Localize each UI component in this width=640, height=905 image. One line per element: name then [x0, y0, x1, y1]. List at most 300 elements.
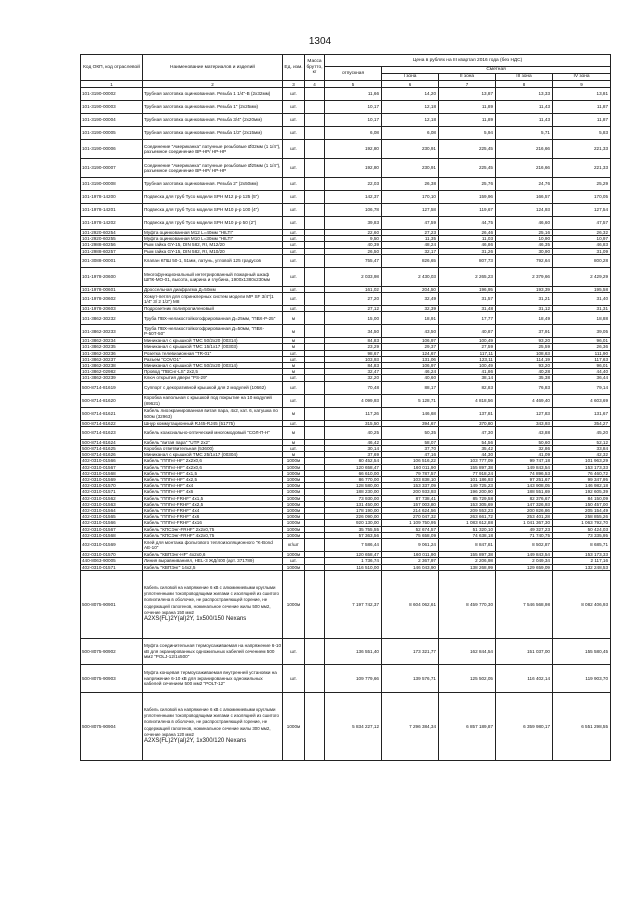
price-otpusk: 7 586,44: [325, 539, 382, 552]
price-zone-4: 11,87: [553, 101, 611, 114]
price-otpusk: 27,20: [325, 293, 382, 306]
item-unit: шт.: [283, 356, 305, 362]
price-zone-2: 209 553,23: [439, 508, 496, 514]
price-zone-4: 31,09: [553, 248, 611, 254]
table-row: [81, 381, 611, 394]
item-code: 500-8714-81626: [81, 452, 143, 458]
item-code: 440-8063-90005: [81, 558, 143, 564]
item-unit: м: [283, 344, 305, 350]
item-code: 101-3862-30234: [81, 338, 143, 344]
item-name: [143, 325, 283, 338]
price-zone-2: 125 502,05: [439, 664, 496, 692]
price-zone-4: 96,01: [553, 363, 611, 369]
item-name-text: Кабель "ППГнг-FRHF" 4х16: [144, 520, 202, 526]
price-zone-1: 27,23: [382, 230, 439, 236]
price-zone-3: 71 740,75: [496, 532, 553, 538]
item-code: 402-0310-01567: [81, 526, 143, 532]
header-name: Наименование материалов и изделий: [143, 55, 283, 81]
price-table-container: [80, 54, 610, 761]
price-otpusk: 22,03: [325, 178, 382, 191]
price-zone-4: 44,40: [553, 369, 611, 375]
price-zone-2: 85 729,58: [439, 495, 496, 501]
price-zone-4: 73 335,95: [553, 532, 611, 538]
item-name-text: Кабель "КПСЭнг-FRHF" 2х2х0,75: [144, 526, 215, 532]
item-code: 101-3862-30237: [81, 356, 143, 362]
item-name-text: Муфта концевая термоусаживаемая внутренней установки на напряжение 6-10 кВ для экранированных одножильных кабелей сечением 500 мм2 "POLT-12": [144, 670, 277, 686]
price-zone-1: 5 128,71: [382, 394, 439, 407]
price-otpusk: 57 363,56: [325, 532, 382, 538]
price-otpusk: 7 197 742,37: [325, 570, 382, 638]
item-mass: [305, 312, 325, 325]
price-otpusk: 161,02: [325, 286, 382, 292]
price-zone-3: 5,71: [496, 127, 553, 140]
price-otpusk: 226 090,00: [325, 514, 382, 520]
price-otpusk: 6,08: [325, 127, 382, 140]
price-zone-2: 225,45: [439, 140, 496, 159]
price-zone-3: 1 041 367,30: [496, 520, 553, 526]
price-zone-1: 157 003,80: [382, 501, 439, 507]
item-name: [143, 692, 283, 760]
item-name: [143, 394, 283, 407]
item-name-text: Кабель "КВПЭнг" 14х2,5: [144, 564, 196, 570]
item-name-text: Кабель "ППГнг-FRHF" 4х4: [144, 508, 200, 514]
price-otpusk: 84,83: [325, 363, 382, 369]
header-price-group: Цена в рублях на III квартал 2016 года (без НДС): [325, 55, 611, 67]
col-number-5: 5: [325, 81, 382, 88]
item-unit: шт.: [283, 267, 305, 286]
price-zone-3: 30,90: [496, 248, 553, 254]
price-zone-2: 11,89: [439, 114, 496, 127]
price-zone-3: 216,66: [496, 159, 553, 178]
price-otpusk: 35 755,55: [325, 526, 382, 532]
item-code: 101-1978-14200: [81, 191, 143, 204]
item-name-text: Подрозетник полипропиленовый: [144, 306, 214, 312]
price-zone-2: 138 268,99: [439, 564, 496, 570]
price-zone-1: 2 430,03: [382, 267, 439, 286]
item-code: 101-2920-60254: [81, 230, 143, 236]
item-code: 101-3190-00008: [81, 178, 143, 191]
item-brand-text: A2XS(FL)2Y(al)2Y, 1x500/150 Nexans: [144, 615, 247, 622]
price-otpusk: 192,80: [325, 140, 382, 159]
item-code: 402-0310-01566: [81, 520, 143, 526]
header-code: Код ОКП, код отраслевой: [81, 55, 143, 81]
price-zone-1: 47,16: [382, 452, 439, 458]
price-zone-2: 117,11: [439, 350, 496, 356]
item-name: [143, 101, 283, 114]
price-otpusk: 32,20: [325, 375, 382, 381]
price-zone-3: 35,38: [496, 375, 553, 381]
table-row: [81, 254, 611, 267]
item-name: [143, 140, 283, 159]
price-zone-1: 214 624,56: [382, 508, 439, 514]
item-mass: [305, 191, 325, 204]
table-row: [81, 638, 611, 664]
price-zone-1: 46,24: [382, 369, 439, 375]
price-otpusk: 142,37: [325, 191, 382, 204]
price-zone-1: 160 011,90: [382, 464, 439, 470]
item-unit: шт.: [283, 140, 305, 159]
item-name-text: Ключ открытия двери "PS-29": [144, 375, 208, 381]
item-name-text: Коробка ответвительная (53600): [144, 446, 214, 452]
price-zone-2: 103 777,09: [439, 458, 496, 464]
item-code: 500-8714-81620: [81, 394, 143, 407]
item-code: 402-0310-01564: [81, 508, 143, 514]
col-number-2: 2: [143, 81, 283, 88]
item-name: [143, 217, 283, 230]
price-zone-1: 48,24: [382, 242, 439, 248]
item-code: 402-0310-01571: [81, 489, 143, 495]
price-zone-2: 196,95: [439, 286, 496, 292]
price-zone-3: 193,39: [496, 286, 553, 292]
price-zone-2: 123,11: [439, 356, 496, 362]
item-unit: шт.: [283, 293, 305, 306]
price-otpusk: 106,78: [325, 204, 382, 217]
col-number-4: 4: [305, 81, 325, 88]
price-zone-3: 18,49: [496, 312, 553, 325]
item-code: 402-0310-01563: [81, 501, 143, 507]
item-code: 101-1978-14201: [81, 204, 143, 217]
price-zone-4: 1 063 792,70: [553, 520, 611, 526]
price-zone-3: 31,21: [496, 293, 553, 306]
item-unit: м: [283, 325, 305, 338]
item-mass: [305, 426, 325, 439]
price-zone-4: 150 457,00: [553, 501, 611, 507]
item-name-text: Трубная заготовка оцинкованная. Резьба 3/4" (2х20мм): [144, 117, 262, 123]
item-mass: [305, 127, 325, 140]
price-otpusk: 315,50: [325, 420, 382, 426]
price-zone-1: 43,50: [382, 325, 439, 338]
price-otpusk: 66 610,00: [325, 470, 382, 476]
item-name: [143, 638, 283, 664]
price-zone-2: 46,86: [439, 242, 496, 248]
item-unit: 1000м: [283, 526, 305, 532]
price-zone-4: 117,63: [553, 356, 611, 362]
table-row: [81, 178, 611, 191]
price-zone-2: 11,03: [439, 236, 496, 242]
item-unit: 1000м: [283, 495, 305, 501]
price-zone-4: 10,97: [553, 236, 611, 242]
price-otpusk: 40,39: [325, 242, 382, 248]
price-zone-3: 93,20: [496, 363, 553, 369]
price-zone-1: 170,10: [382, 191, 439, 204]
item-name-text: Кабель "ППГнг-НF" 4х4: [144, 483, 194, 489]
price-zone-2: 2 265,23: [439, 267, 496, 286]
item-name-text: Шнур коммутационный RJ45-RJ45 (51775): [144, 420, 235, 426]
item-name-text: Клапан КПШ 50-1, 51мм, латунь, угловой 125 градусов: [144, 258, 261, 264]
item-code: 101-3862-30239: [81, 375, 143, 381]
item-mass: [305, 178, 325, 191]
price-zone-1: 18,91: [382, 312, 439, 325]
price-zone-1: 106,97: [382, 363, 439, 369]
price-zone-1: 160 011,90: [382, 552, 439, 558]
item-name-text: Миниканал с крышкой ТМС 50/2х20 (00314): [144, 363, 238, 369]
item-code: 402-0310-01570: [81, 552, 143, 558]
item-code: 402-0310-01569: [81, 539, 143, 552]
price-otpusk: 920 130,00: [325, 520, 382, 526]
item-code: 101-3862-30238: [81, 363, 143, 369]
item-name-text: Трубная заготовка оцинкованная. Резьба 1 1/4"-В (2х32мм): [144, 91, 271, 97]
item-name-text: Кабель "ППГнг-НF" 4х1,5: [144, 470, 198, 476]
item-name-text: Муфта оцинкованная М12 L=40мм "HILTI": [144, 230, 234, 235]
price-zone-4: 111,90: [553, 350, 611, 356]
item-name-text: Труба ПВХ-нелакостойкогофрированная Д=50мм, "ПВХ-Р-50Т-50": [144, 326, 265, 337]
table-row: [81, 325, 611, 338]
price-zone-2: 155 897,38: [439, 464, 496, 470]
price-zone-3: 2 379,66: [496, 267, 553, 286]
price-otpusk: 86 770,00: [325, 477, 382, 483]
item-name-text: Трубная заготовка оцинкованная. Резьба 1" (2х25мм): [144, 104, 259, 110]
price-otpusk: 103,93: [325, 356, 382, 362]
header-unit: Ед. изм.: [283, 55, 305, 81]
price-zone-2: 35,42: [439, 446, 496, 452]
price-zone-1: 8 604 062,61: [382, 570, 439, 638]
item-name-text: Хомут-петля для спринклерных систем модели МР SF 3/4"(1 1/4" 3/ 2 1/2") М8: [144, 293, 274, 305]
item-name: [143, 127, 283, 140]
price-zone-4: 50 424,03: [553, 526, 611, 532]
price-zone-2: 74 638,18: [439, 532, 496, 538]
price-zone-1: 79 787,57: [382, 470, 439, 476]
price-zone-4: 11,87: [553, 114, 611, 127]
item-code: 402-0310-01569: [81, 477, 143, 483]
item-code: 101-1978-20602: [81, 293, 143, 306]
item-name-text: Линия выравниваниял, HEL-3 ЖД/400 (арт. 371789): [144, 558, 255, 564]
item-unit: 1000м: [283, 552, 305, 558]
item-unit: 1000м: [283, 514, 305, 520]
price-zone-3: 82 376,67: [496, 495, 553, 501]
header-zone-2: II зона: [439, 74, 496, 81]
item-name: [143, 381, 283, 394]
price-zone-2: 8 847,81: [439, 539, 496, 552]
price-otpusk: 22,60: [325, 230, 382, 236]
item-unit: шт.: [283, 204, 305, 217]
item-unit: 1000м: [283, 501, 305, 507]
price-zone-2: 47,30: [439, 426, 496, 439]
item-name-text: Миниканал с крышкой ТМС 50/2х20 (00314): [144, 338, 238, 344]
item-unit: м: [283, 426, 305, 439]
price-zone-1: 14,20: [382, 88, 439, 101]
item-name-text: Кабель "витая пара" "UTP 2х2": [144, 439, 210, 445]
item-unit: шт.: [283, 394, 305, 407]
table-row: [81, 267, 611, 286]
item-name: [143, 407, 283, 420]
item-mass: [305, 140, 325, 159]
price-zone-1: 11,35: [382, 236, 439, 242]
price-otpusk: 73 930,00: [325, 495, 382, 501]
item-code: 500-8714-81621: [81, 407, 143, 420]
price-otpusk: 32,47: [325, 369, 382, 375]
price-zone-4: 47,57: [553, 217, 611, 230]
price-otpusk: 27,12: [325, 306, 382, 312]
item-code: 101-3862-02982: [81, 369, 143, 375]
item-unit: 1000м: [283, 508, 305, 514]
item-code: 402-0310-01571: [81, 564, 143, 570]
item-name: [143, 159, 283, 178]
price-zone-3: 41,09: [496, 452, 553, 458]
item-mass: [305, 204, 325, 217]
price-zone-4: 800,28: [553, 254, 611, 267]
item-brand-text: A2XS(FL)2Y(al)2Y, 1x300/120 Nexans: [144, 737, 247, 744]
price-zone-1: 12,18: [382, 114, 439, 127]
price-zone-1: 50,35: [382, 426, 439, 439]
item-mass: [305, 267, 325, 286]
item-mass: [305, 114, 325, 127]
price-zone-3: 127,83: [496, 407, 553, 420]
item-name-text: Кабель силовой на напряжение 6 кВ с алюминиевыми круглыми уплотненными токопроводящими жилами с изоляцией из сшитого полиэтилена в оболочке, не распространяющей горение, не содержащей галогенов, номинальное сечение жилы 300 мм2, сечение экрана 120 мм2: [144, 706, 279, 737]
price-zone-3: 6 359 980,17: [496, 692, 553, 760]
price-otpusk: 131 450,00: [325, 501, 382, 507]
price-zone-2: 5,94: [439, 127, 496, 140]
item-unit: шт.: [283, 446, 305, 452]
item-code: 402-0310-01567: [81, 464, 143, 470]
item-mass: [305, 217, 325, 230]
item-name-text: Кабель "ППГнг-FRHF" 4х6: [144, 514, 200, 520]
price-zone-1: 131,06: [382, 356, 439, 362]
price-otpusk: 2 033,98: [325, 267, 382, 286]
price-zone-3: 31,12: [496, 306, 553, 312]
price-otpusk: 10,17: [325, 101, 382, 114]
price-zone-4: 2 429,29: [553, 267, 611, 286]
price-zone-4: 26,32: [553, 230, 611, 236]
item-unit: шт.: [283, 375, 305, 381]
price-zone-4: 153 173,33: [553, 552, 611, 558]
item-unit: 1000м: [283, 464, 305, 470]
header-smetnaya: Сметная: [382, 67, 611, 74]
item-name-text: Рым гайка GY-15, DIN 582, RI, M10/20: [144, 248, 225, 254]
price-otpusk: 40,25: [325, 426, 382, 439]
item-code: 500-8075-90902: [81, 638, 143, 664]
price-zone-1: 75 658,09: [382, 532, 439, 538]
item-unit: шт.: [283, 236, 305, 242]
price-zone-4: 132 248,53: [553, 564, 611, 570]
item-unit: шт.: [283, 191, 305, 204]
price-zone-1: 32,49: [382, 293, 439, 306]
price-zone-3: 151 037,00: [496, 638, 553, 664]
price-zone-3: 97 251,67: [496, 477, 553, 483]
table-row: [81, 114, 611, 127]
price-zone-2: 137,81: [439, 407, 496, 420]
item-code: 402-0310-01562: [81, 495, 143, 501]
table-row: [81, 101, 611, 114]
price-otpusk: 34,50: [325, 325, 382, 338]
price-otpusk: 178 190,00: [325, 508, 382, 514]
price-otpusk: 120 658,47: [325, 464, 382, 470]
price-zone-1: 139 576,71: [382, 664, 439, 692]
price-otpusk: 5 834 227,12: [325, 692, 382, 760]
table-row: [81, 127, 611, 140]
price-zone-3: 149 843,54: [496, 552, 553, 558]
item-name-text: Разъем "COVO1": [144, 356, 181, 362]
price-zone-2: 26,46: [439, 230, 496, 236]
price-zone-2: 149 725,23: [439, 483, 496, 489]
price-zone-1: 12,18: [382, 101, 439, 114]
item-unit: шт.: [283, 217, 305, 230]
price-zone-2: 38,14: [439, 375, 496, 381]
item-code: 402-0310-01568: [81, 470, 143, 476]
item-name: [143, 293, 283, 306]
price-zone-4: 31,40: [553, 293, 611, 306]
item-code: 101-3190-00005: [81, 127, 143, 140]
header-zone-4: IV зона: [553, 74, 611, 81]
item-code: 101-1978-14202: [81, 217, 143, 230]
price-zone-1: 37,70: [382, 446, 439, 452]
price-zone-1: 124,67: [382, 350, 439, 356]
price-zone-1: 2 367,97: [382, 558, 439, 564]
price-zone-1: 40,60: [382, 375, 439, 381]
header-otpusk: отпускная: [325, 67, 382, 81]
price-zone-4: 46,83: [553, 242, 611, 248]
price-zone-2: 155 897,38: [439, 552, 496, 558]
item-code: 101-3190-00006: [81, 140, 143, 159]
price-zone-3: 32,86: [496, 446, 553, 452]
price-zone-2: 807,73: [439, 254, 496, 267]
price-zone-3: 13,33: [496, 88, 553, 101]
price-zone-3: 37,91: [496, 325, 553, 338]
item-code: 101-3862-30236: [81, 350, 143, 356]
price-zone-4: 18,88: [553, 312, 611, 325]
price-zone-3: 49 327,23: [496, 526, 553, 532]
item-code: 402-0310-01565: [81, 514, 143, 520]
item-name: [143, 191, 283, 204]
header-mass: Масса брутто, кг: [305, 55, 325, 81]
price-zone-1: 58,07: [382, 439, 439, 445]
item-code: 101-3862-30235: [81, 344, 143, 350]
table-row: [81, 204, 611, 217]
price-otpusk: 116 510,00: [325, 564, 382, 570]
price-zone-2: 11,89: [439, 101, 496, 114]
item-name-text: Кабель "ППГнг-FRHF" 4х1,5: [144, 495, 204, 501]
table-body: [81, 88, 611, 761]
price-table: [80, 54, 611, 761]
col-number-8: 8: [496, 81, 553, 88]
item-code: 402-0310-01570: [81, 483, 143, 489]
price-zone-1: 47,59: [382, 217, 439, 230]
item-mass: [305, 325, 325, 338]
item-code: 500-8714-81619: [81, 381, 143, 394]
price-otpusk: 4 099,93: [325, 394, 382, 407]
item-code: 101-2920-60255: [81, 236, 143, 242]
item-name: [143, 254, 283, 267]
price-zone-1: 270 047,32: [382, 514, 439, 520]
price-zone-3: 43,88: [496, 426, 553, 439]
price-zone-3: 343,93: [496, 420, 553, 426]
price-zone-1: 6,08: [382, 127, 439, 140]
price-zone-1: 9 061,24: [382, 539, 439, 552]
item-unit: шт.: [283, 88, 305, 101]
table-row: [81, 217, 611, 230]
price-zone-1: 127,58: [382, 204, 439, 217]
item-name: [143, 204, 283, 217]
item-name-text: Кабель силовой на напряжение 6 кВ с алюминиевыми круглыми уплотненными токопроводящими жилами с изоляцией из сшитого полиэтилена в оболочке, не распространяющей горение, не содержащей галогенов, номинальное сечение жилы 500 мм2, сечение экрана 150 мм2: [144, 584, 279, 615]
item-name: [143, 114, 283, 127]
table-row: [81, 191, 611, 204]
price-otpusk: 9,50: [325, 236, 382, 242]
price-zone-4: 42,32: [553, 452, 611, 458]
price-zone-1: 230,91: [382, 140, 439, 159]
price-zone-1: 173 321,77: [382, 638, 439, 664]
table-row: [81, 426, 611, 439]
item-name: [143, 664, 283, 692]
item-code: 402-0310-01566: [81, 458, 143, 464]
price-zone-4: 146 982,18: [553, 483, 611, 489]
price-zone-3: 46,35: [496, 242, 553, 248]
price-zone-3: 2 049,34: [496, 558, 553, 564]
item-code: 101-3190-00007: [81, 159, 143, 178]
item-unit: м: [283, 363, 305, 369]
price-otpusk: 109 779,66: [325, 664, 382, 692]
price-zone-1: 52 674,57: [382, 526, 439, 532]
price-zone-2: 1 083 612,88: [439, 520, 496, 526]
item-name-text: Трубная заготовка оцинкованная. Резьба 2" (2х50мм): [144, 181, 259, 187]
